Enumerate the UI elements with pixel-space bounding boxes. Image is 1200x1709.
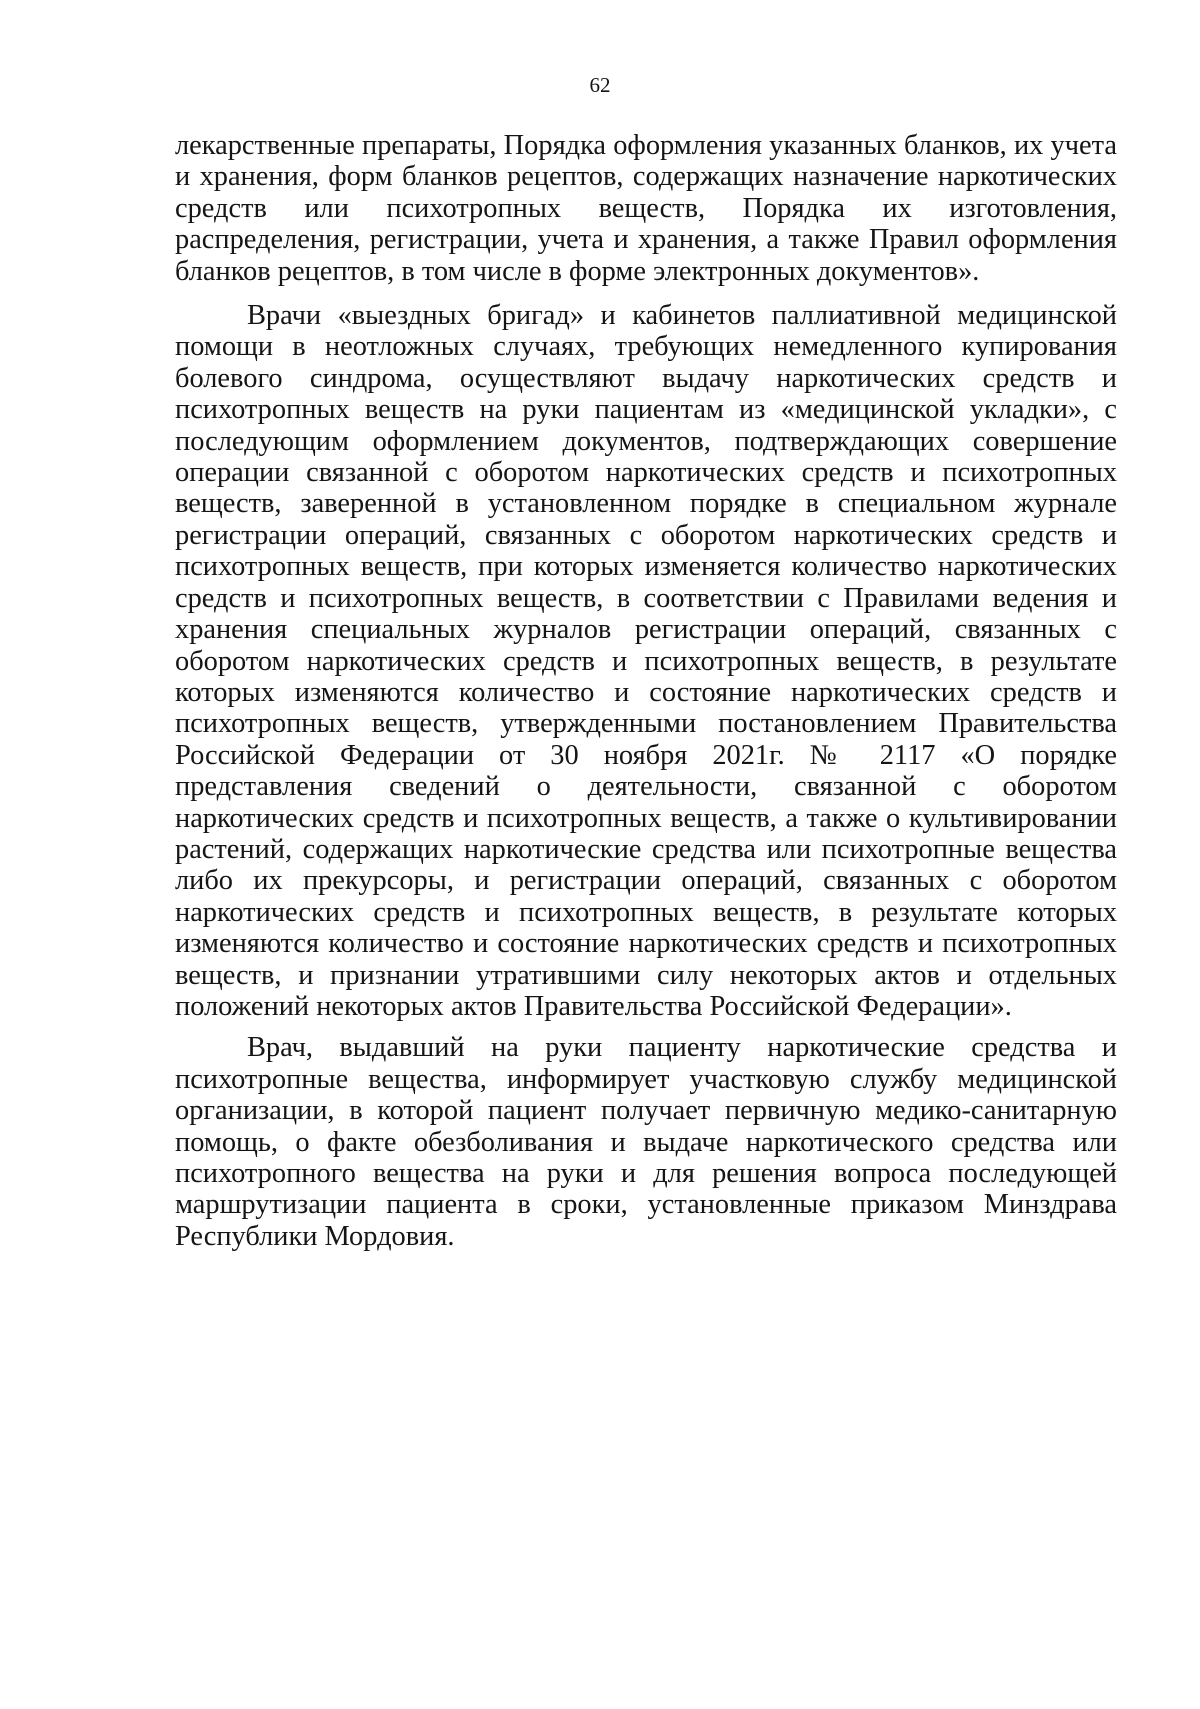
paragraph-continuation: лекарственные препараты, Порядка оформления указанных бланков, их учета и хранения, форм бланков рецептов, содержащих назначение наркотических средств или психотропных веществ, Порядка их изготовления, распределения, регистрации, учета и хранения, а также Правил оформления бланков рецептов, в том числе в форме электронных документов».	[175, 130, 1117, 287]
page-number: 62	[589, 73, 611, 97]
paragraph-doctor-informs: Врач, выдавший на руки пациенту наркотические средства и психотропные вещества, информирует участковую службу медицинской организации, в которой пациент получает первичную медико-санитарную помощь, о факте обезболивания и выдаче наркотического средства или психотропного вещества на руки и для решения вопроса последующей маршрутизации пациента в сроки, установленные приказом Минздрава Республики Мордовия.	[175, 1032, 1117, 1252]
document-body	[175, 130, 1117, 1252]
paragraph-field-teams: Врачи «выездных бригад» и кабинетов паллиативной медицинской помощи в неотложных случаях, требующих немедленного купирования болевого синдрома, осуществляют выдачу наркотических средств и психотропных веществ на руки пациентам из «медицинской укладки», с последующим оформлением документов, подтверждающих совершение операции связанной с оборотом наркотических средств и психотропных веществ, заверенной в установленном порядке в специальном журнале регистрации операций, связанных с оборотом наркотических средств и психотропных веществ, при которых изменяется количество наркотических средств и психотропных веществ, в соответствии с Правилами ведения и хранения специальных журналов регистрации операций, связанных с оборотом наркотических средств и психотропных веществ, в результате которых изменяются количество и состояние наркотических средств и психотропных веществ, утвержденными постановлением Правительства Российской Федерации от 30 ноября 2021г. № 2117 «О порядке представления сведений о деятельности, связанной с оборотом наркотических средств и психотропных веществ, а также о культивировании растений, содержащих наркотические средства или психотропные вещества либо их прекурсоры, и регистрации операций, связанных с оборотом наркотических средств и психотропных веществ, в результате которых изменяются количество и состояние наркотических средств и психотропных веществ, и признании утратившими силу некоторых актов и отдельных положений некоторых актов Правительства Российской Федерации».	[175, 300, 1117, 1022]
